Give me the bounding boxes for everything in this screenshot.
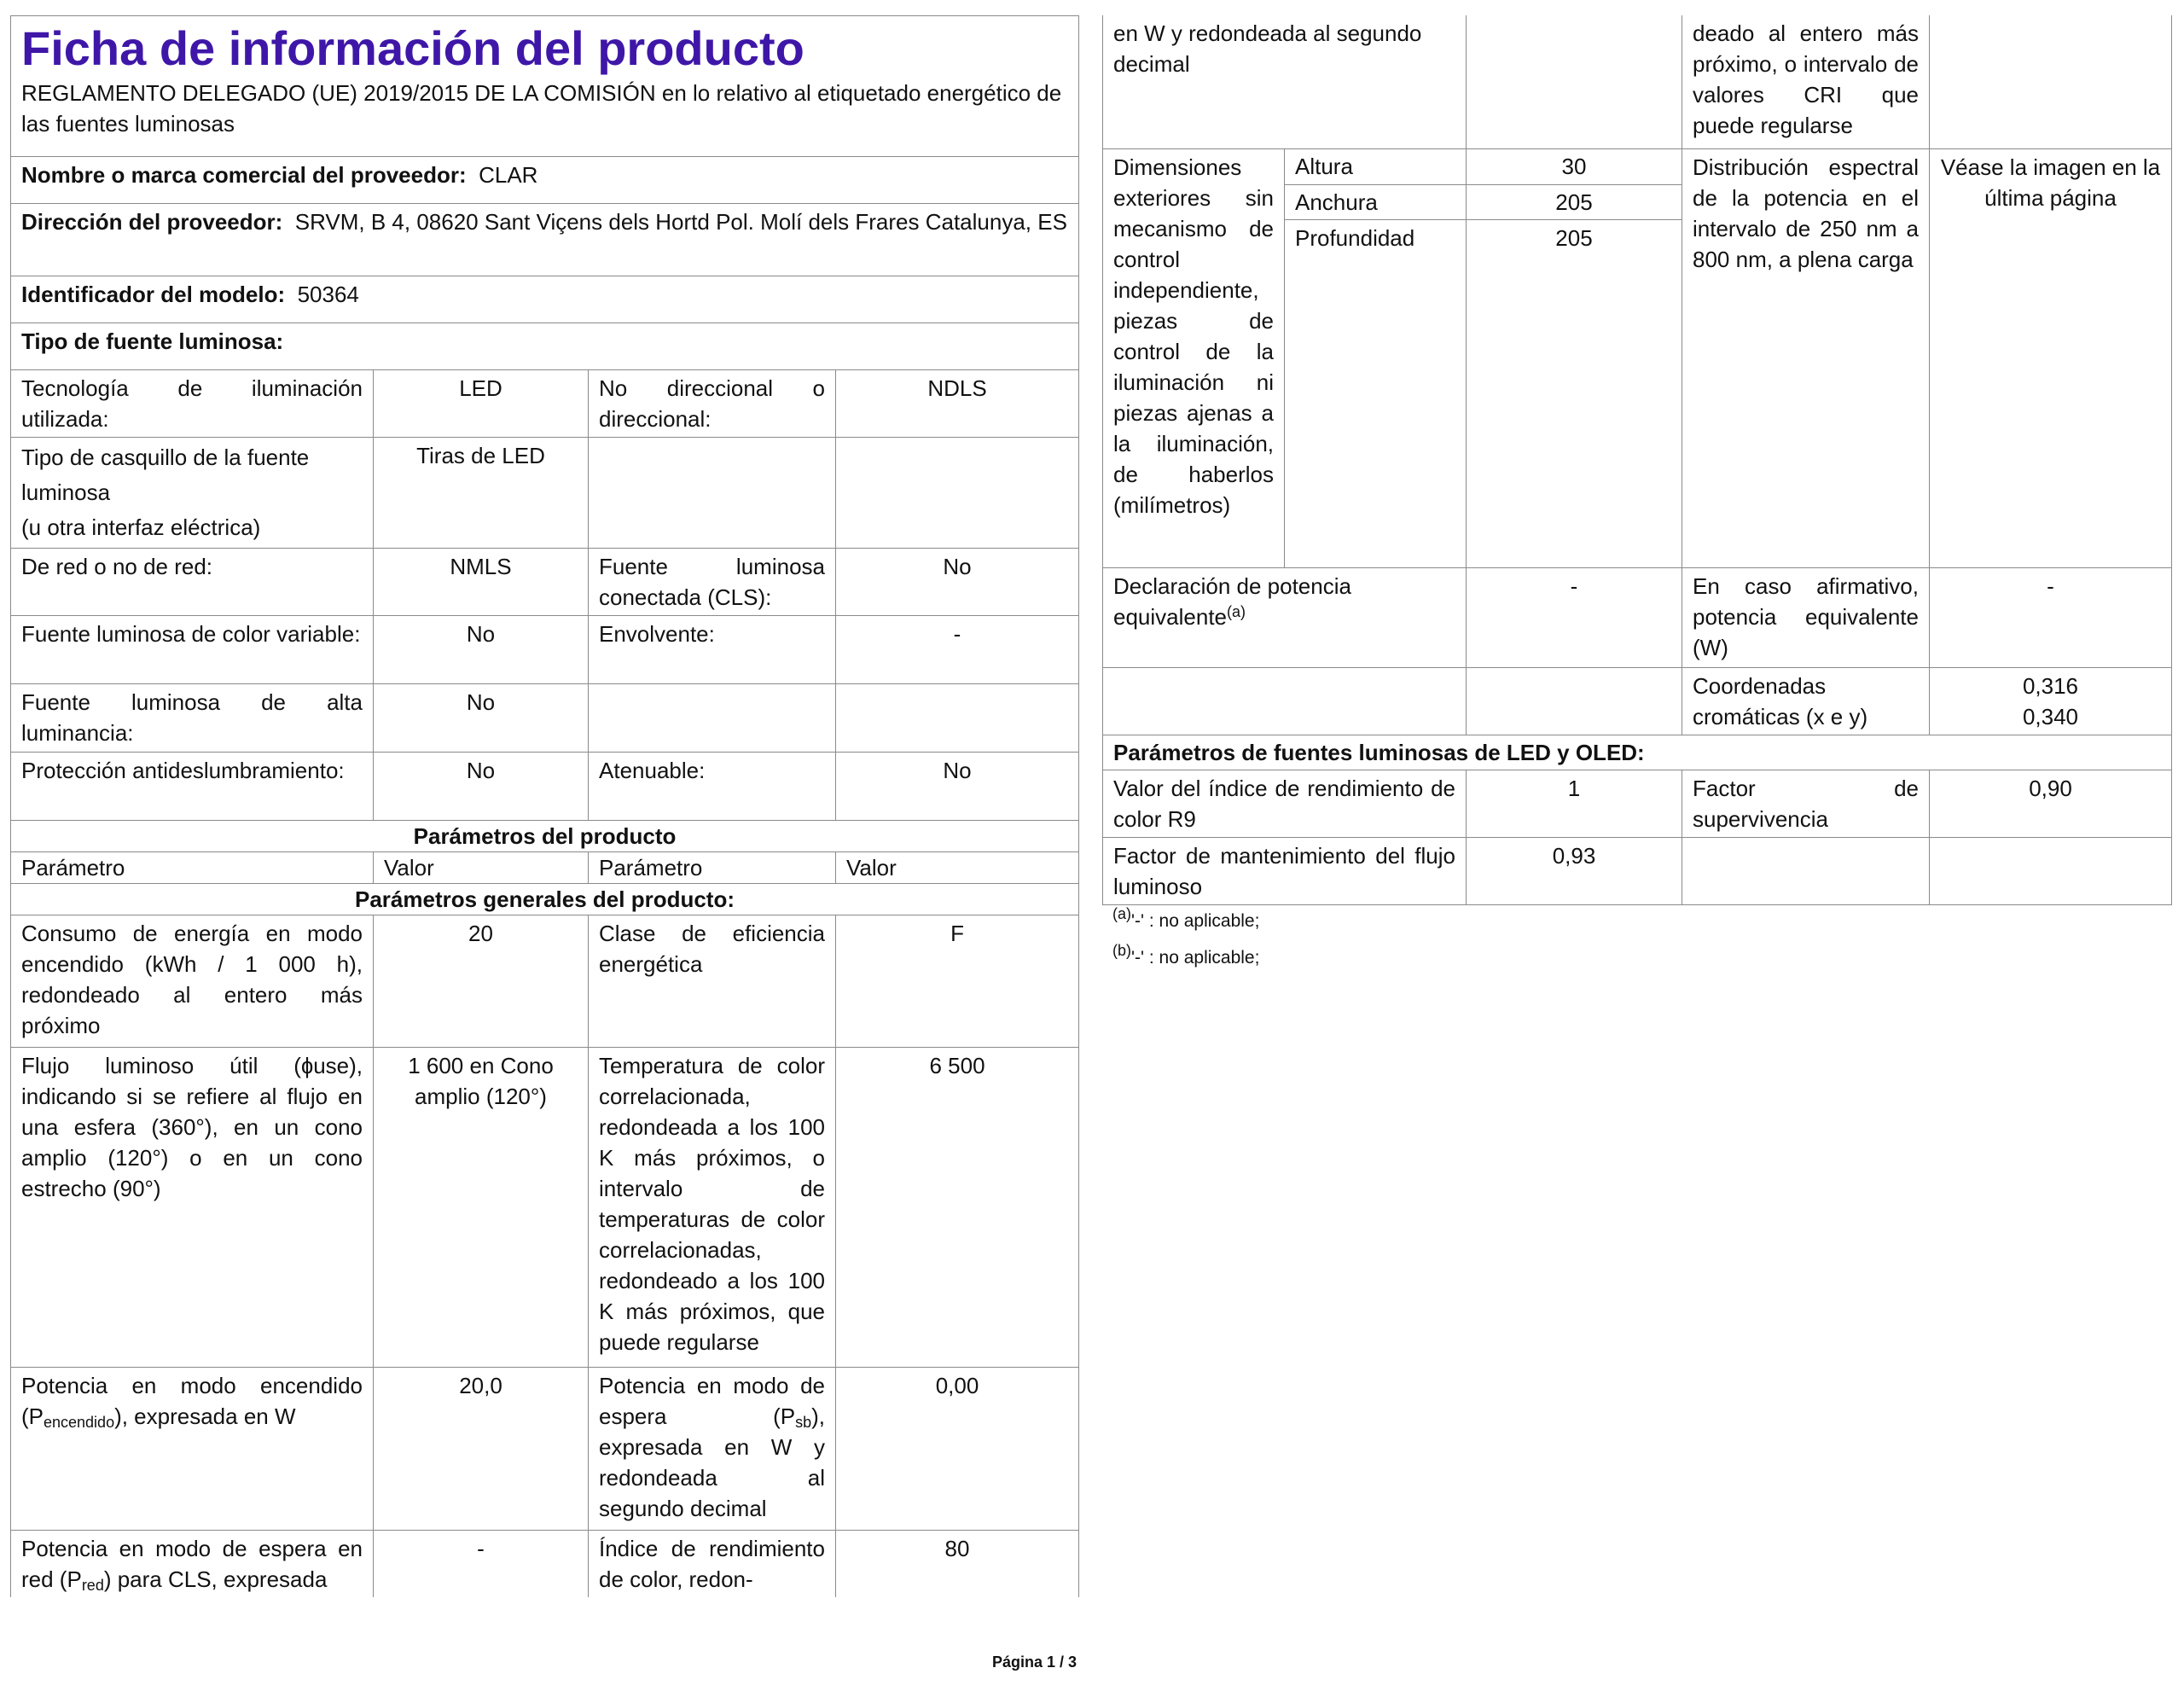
high-luminance-value: No	[374, 684, 589, 753]
cct-value: 6 500	[836, 1048, 1079, 1368]
footnote-b-text: '-' : no aplicable;	[1131, 948, 1260, 968]
model-row	[11, 276, 1079, 323]
colour-tunable-label: Fuente luminosa de color variable:	[11, 616, 374, 684]
on-power-label-b: ), expresada en W	[114, 1404, 296, 1429]
page-title: Ficha de información del producto	[21, 21, 804, 75]
cap-label-cell	[11, 438, 374, 549]
supplier-address: SRVM, B 4, 08620 Sant Viçens dels Hortd Pol. Molí dels Frares Catalunya, ES	[294, 209, 1067, 235]
chromaticity-label: Coordenadas cromáticas (x e y)	[1682, 668, 1930, 735]
network-standby-value: -	[374, 1531, 589, 1598]
network-label-a: Potencia en modo de espera en red (P	[21, 1536, 363, 1592]
standby-sub: sb	[795, 1414, 812, 1431]
empty-cell	[836, 438, 1079, 549]
regulation-text: REGLAMENTO DELEGADO (UE) 2019/2015 DE LA COMISIÓN en lo relativo al etiquetado energético de las fuentes luminosas	[21, 80, 1062, 137]
energy-value: 20	[374, 915, 589, 1048]
cri-label: Índice de rendimiento de color, redon-	[589, 1531, 836, 1598]
empty-cell	[1467, 668, 1682, 735]
spd-label: Distribución espectral de la potencia en el intervalo de 250 nm a 800 nm, a plena carga	[1682, 149, 1930, 568]
model-identifier: 50364	[297, 282, 359, 307]
footnote-mark-a: (a)	[1227, 603, 1246, 620]
equivalent-claim-text: Declaración de potencia equivalente	[1113, 573, 1351, 630]
footnote-b-mark: (b)	[1112, 942, 1131, 959]
chromaticity-x: 0,316	[2022, 673, 2079, 699]
model-label: Identificador del modelo:	[21, 282, 286, 307]
page-number: Página 1 / 3	[992, 1653, 1077, 1671]
chromaticity-values	[1930, 668, 2172, 735]
network-standby-label	[11, 1531, 374, 1598]
footnote-a	[1112, 903, 1259, 939]
supplier-name: CLAR	[479, 162, 538, 188]
equivalent-power-value: -	[1930, 568, 2172, 668]
footnote-b	[1112, 939, 1259, 976]
tech-value: LED	[374, 370, 589, 438]
network-sub: red	[81, 1577, 104, 1594]
col-param: Parámetro	[11, 852, 374, 884]
flux-label: Flujo luminoso útil (ɸuse), indicando si se refiere al flujo en una esfera (360°), en un cono amplio (120°) o en un cono estrecho (90°)	[11, 1048, 374, 1368]
tech-label: Tecnología de iluminación utilizada:	[11, 370, 374, 438]
standby-power-label	[589, 1368, 836, 1531]
on-power-value: 20,0	[374, 1368, 589, 1531]
empty-cell	[589, 438, 836, 549]
class-value: F	[836, 915, 1079, 1048]
empty-cell	[1682, 838, 1930, 905]
cap-label: Tipo de casquillo de la fuente luminosa	[21, 445, 310, 505]
cap-label-2: (u otra interfaz eléctrica)	[21, 514, 261, 540]
standby-label-a: Potencia en modo de espera (P	[599, 1373, 825, 1429]
network-standby-label-cont: en W y redondeada al segundo decimal	[1103, 15, 1467, 149]
mains-label: De red o no de red:	[11, 549, 374, 616]
envelope-label: Envolvente:	[589, 616, 836, 684]
standby-power-value: 0,00	[836, 1368, 1079, 1531]
dimensions-label: Dimensiones exteriores sin mecanismo de control independiente, piezas de control de la iluminación ni piezas ajenas a la iluminación, de haberlos (milímetros)	[1103, 149, 1285, 568]
directional-value: NDLS	[836, 370, 1079, 438]
survival-value: 0,90	[1930, 770, 2172, 838]
empty-cell	[836, 684, 1079, 753]
flux-value: 1 600 en Cono amplio (120°)	[374, 1048, 589, 1368]
empty-cell	[1930, 15, 2172, 149]
footnote-a-mark: (a)	[1112, 905, 1131, 922]
width-value: 205	[1467, 184, 1682, 220]
r9-value: 1	[1467, 770, 1682, 838]
led-params-heading: Parámetros de fuentes luminosas de LED y OLED:	[1103, 735, 2172, 770]
empty-cell	[1930, 838, 2172, 905]
standby-label-b: ), expresada en W y redondeada al segundo decimal	[599, 1404, 825, 1521]
source-type-label: Tipo de fuente luminosa:	[11, 323, 1079, 370]
maintenance-value: 0,93	[1467, 838, 1682, 905]
cri-value: 80	[836, 1531, 1079, 1598]
empty-cell	[589, 684, 836, 753]
on-power-label-a: Potencia en modo encendido (P	[21, 1373, 363, 1429]
height-label: Altura	[1285, 149, 1467, 185]
on-power-label	[11, 1368, 374, 1531]
supplier-address-row	[11, 204, 1079, 276]
high-luminance-label: Fuente luminosa de alta luminancia:	[11, 684, 374, 753]
col-value: Valor	[374, 852, 589, 884]
col-value-2: Valor	[836, 852, 1079, 884]
cct-label: Temperatura de color correlacionada, redondeada a los 100 K más próximos, o intervalo de temperaturas de color correlacionadas, redondeado a los 100 K más próximos, que puede regularse	[589, 1048, 836, 1368]
right-table	[1102, 15, 2172, 905]
equivalent-power-label: En caso afirmativo, potencia equivalente (W)	[1682, 568, 1930, 668]
equivalent-claim-label	[1103, 568, 1467, 668]
anti-glare-value: No	[374, 753, 589, 821]
anti-glare-label: Protección antideslumbramiento:	[11, 753, 374, 821]
height-value: 30	[1467, 149, 1682, 185]
spd-value: Véase la imagen en la última página	[1930, 149, 2172, 568]
supplier-name-label: Nombre o marca comercial del proveedor:	[21, 162, 467, 188]
cls-value: No	[836, 549, 1079, 616]
footnote-a-text: '-' : no aplicable;	[1131, 911, 1260, 931]
col-param-2: Parámetro	[589, 852, 836, 884]
envelope-value: -	[836, 616, 1079, 684]
dimmable-value: No	[836, 753, 1079, 821]
dimmable-label: Atenuable:	[589, 753, 836, 821]
survival-label: Factor de supervivencia	[1682, 770, 1930, 838]
on-power-sub: encendido	[44, 1414, 115, 1431]
left-table	[10, 15, 1079, 1597]
network-label-b: ) para CLS, expresada	[103, 1566, 328, 1592]
cls-label: Fuente luminosa conectada (CLS):	[589, 549, 836, 616]
general-params-heading: Parámetros generales del producto:	[11, 884, 1079, 915]
empty-cell	[1467, 15, 1682, 149]
maintenance-label: Factor de mantenimiento del flujo luminoso	[1103, 838, 1467, 905]
r9-label: Valor del índice de rendimiento de color R9	[1103, 770, 1467, 838]
class-label: Clase de eficiencia energética	[589, 915, 836, 1048]
depth-value: 205	[1467, 220, 1682, 568]
mains-value: NMLS	[374, 549, 589, 616]
width-label: Anchura	[1285, 184, 1467, 220]
directional-label: No direccional o direccional:	[589, 370, 836, 438]
supplier-address-label: Dirección del proveedor:	[21, 209, 283, 235]
colour-tunable-value: No	[374, 616, 589, 684]
equivalent-claim-value: -	[1467, 568, 1682, 668]
empty-cell	[1103, 668, 1467, 735]
product-params-heading: Parámetros del producto	[11, 821, 1079, 852]
supplier-name-row	[11, 157, 1079, 204]
chromaticity-y: 0,340	[2022, 704, 2079, 729]
footnotes	[1112, 903, 1259, 976]
header-cell	[11, 16, 1079, 157]
cap-value: Tiras de LED	[374, 438, 589, 549]
energy-label: Consumo de energía en modo encendido (kWh / 1 000 h), redondeado al entero más próximo	[11, 915, 374, 1048]
depth-label: Profundidad	[1285, 220, 1467, 568]
cri-label-cont: deado al entero más próximo, o intervalo de valores CRI que puede regularse	[1682, 15, 1930, 149]
